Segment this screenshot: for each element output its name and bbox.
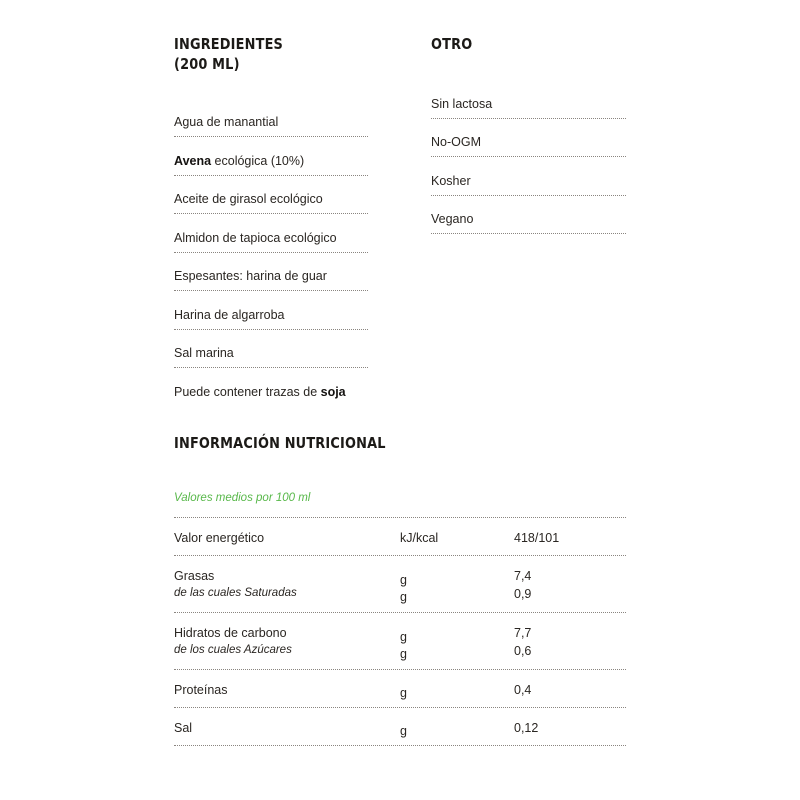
otro-item: Sin lactosa (431, 81, 626, 119)
ingredients-title (174, 34, 283, 74)
ingredients-list (174, 100, 368, 406)
ingredients-title-line1: INGREDIENTES (174, 35, 284, 53)
nutrient-subvalue: 0,9 (514, 587, 532, 601)
nutrient-value: 0,12 (514, 721, 539, 735)
nutrient-unit: g (400, 630, 407, 644)
ingredient-item: Sal marina (174, 330, 368, 369)
ingredient-item: Avena ecológica (10%) (174, 137, 368, 176)
nutrient-unit: g (400, 724, 407, 738)
nutrient-value: 7,7 (514, 626, 532, 640)
nutrition-table (174, 517, 626, 746)
nutrient-subvalue: 0,6 (514, 644, 532, 658)
ingredient-item: Puede contener trazas de soja (174, 384, 346, 399)
nutrition-row-carbs (174, 613, 626, 670)
nutrient-unit: g (400, 573, 407, 587)
ingredients-title-line2: (200 ML) (174, 55, 240, 73)
otro-title: OTRO (431, 35, 473, 53)
nutrient-sublabel: de las cuales Saturadas (174, 587, 297, 599)
nutrient-value: 7,4 (514, 569, 532, 583)
ingredient-item: Harina de algarroba (174, 291, 368, 330)
nutrient-subunit: g (400, 590, 407, 604)
nutrition-title: INFORMACIÓN NUTRICIONAL (174, 434, 386, 452)
nutrition-row-energy (174, 518, 626, 556)
nutrition-row-protein (174, 670, 626, 708)
nutrient-unit: g (400, 686, 407, 700)
nutrient-label: Valor energético (174, 531, 265, 545)
nutrient-sublabel: de los cuales Azúcares (174, 644, 292, 656)
nutrient-label: Sal (174, 721, 193, 735)
ingredient-item: Aceite de girasol ecológico (174, 176, 368, 215)
nutrient-value: 418/101 (514, 531, 560, 545)
nutrient-value: 0,4 (514, 683, 532, 697)
nutrition-row-fat (174, 556, 626, 613)
ingredient-item: Almidon de tapioca ecológico (174, 214, 368, 253)
nutrient-unit: kJ/kcal (400, 531, 439, 545)
ingredient-item: Agua de manantial (174, 100, 368, 137)
nutrition-subtitle: Valores medios por 100 ml (174, 492, 311, 504)
nutrient-label: Hidratos de carbono (174, 626, 287, 640)
nutrient-label: Proteínas (174, 683, 228, 697)
nutrient-subunit: g (400, 647, 407, 661)
otro-item: No-OGM (431, 119, 626, 157)
nutrition-row-salt (174, 708, 626, 746)
ingredient-item: Espesantes: harina de guar (174, 253, 368, 292)
nutrient-label: Grasas (174, 569, 215, 583)
otro-item: Vegano (431, 196, 626, 234)
otro-list (431, 81, 626, 234)
otro-item: Kosher (431, 157, 626, 195)
